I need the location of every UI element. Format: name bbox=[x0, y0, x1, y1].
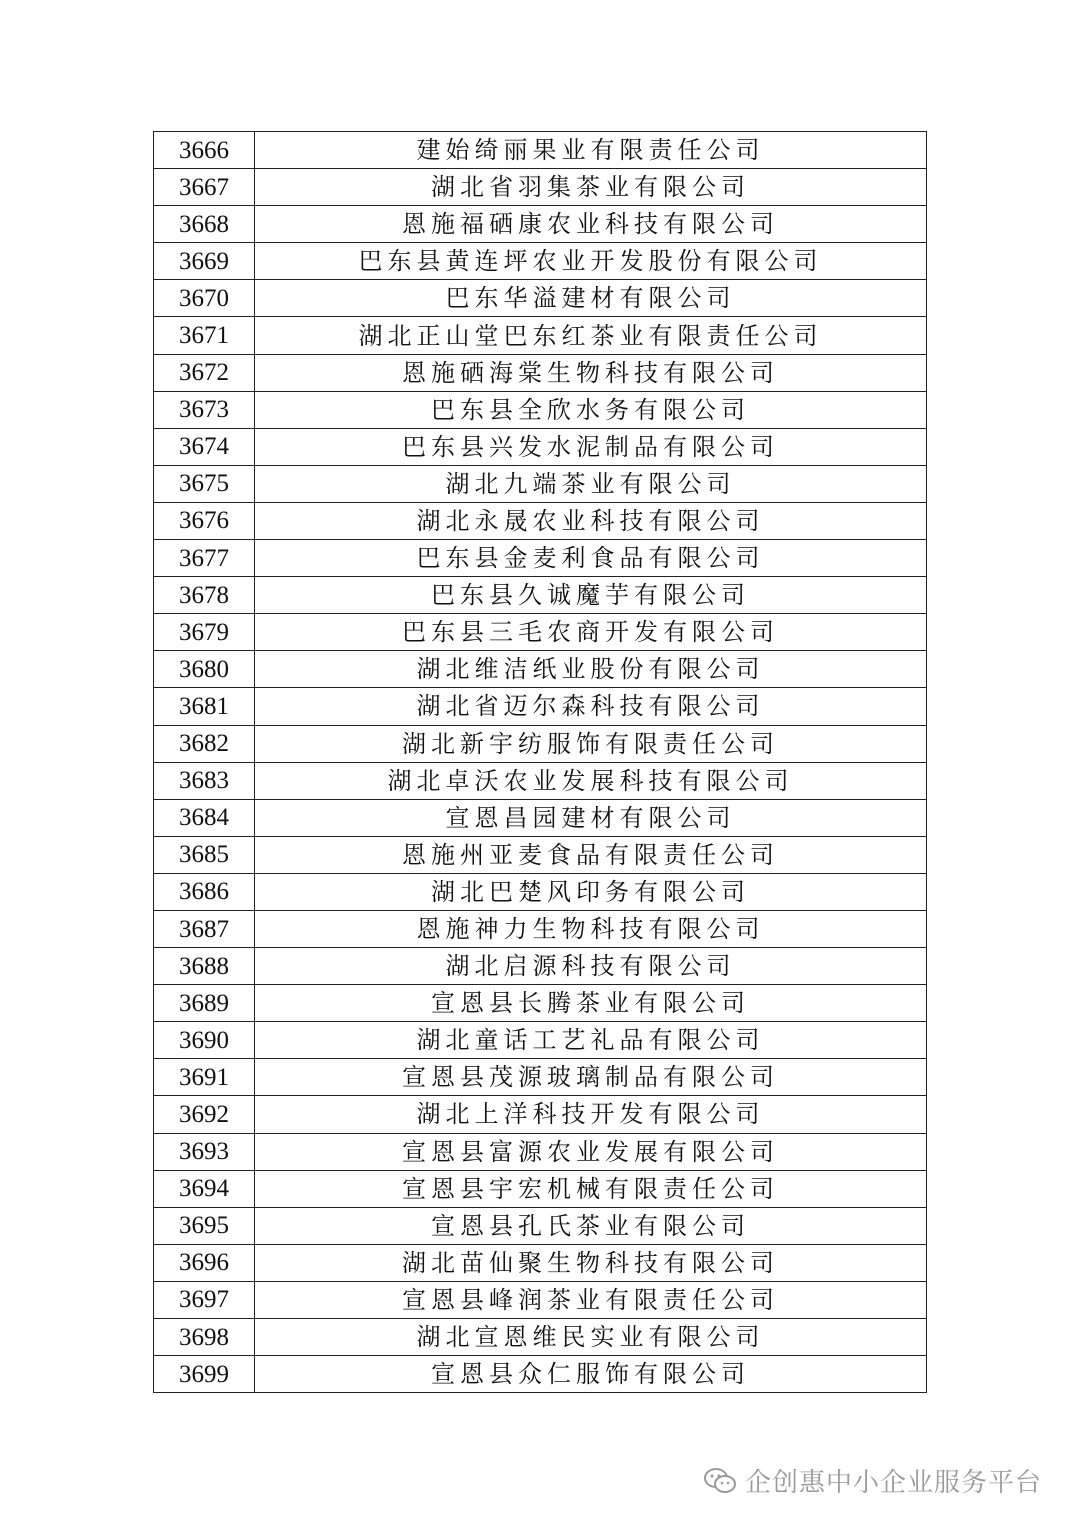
company-name-cell: 巴东县兴发水泥制品有限公司 bbox=[255, 428, 927, 465]
row-number-cell: 3675 bbox=[154, 465, 255, 502]
row-number-cell: 3697 bbox=[154, 1281, 255, 1318]
table-row bbox=[154, 1207, 927, 1244]
table-row bbox=[154, 317, 927, 354]
table-row bbox=[154, 1059, 927, 1096]
company-name-cell: 巴东县金麦利食品有限公司 bbox=[255, 540, 927, 577]
company-name-cell: 宣恩昌园建材有限公司 bbox=[255, 799, 927, 836]
table-row bbox=[154, 465, 927, 502]
table-row bbox=[154, 799, 927, 836]
company-name-cell: 湖北上洋科技开发有限公司 bbox=[255, 1096, 927, 1133]
row-number-cell: 3685 bbox=[154, 836, 255, 873]
row-number-cell: 3679 bbox=[154, 614, 255, 651]
row-number-cell: 3694 bbox=[154, 1170, 255, 1207]
row-number-cell: 3681 bbox=[154, 688, 255, 725]
company-name-cell: 湖北维洁纸业股份有限公司 bbox=[255, 651, 927, 688]
table-row bbox=[154, 280, 927, 317]
company-name-cell: 湖北宣恩维民实业有限公司 bbox=[255, 1319, 927, 1356]
row-number-cell: 3666 bbox=[154, 132, 255, 169]
company-name-cell: 湖北苗仙聚生物科技有限公司 bbox=[255, 1244, 927, 1281]
table-row bbox=[154, 985, 927, 1022]
company-name-cell: 巴东县黄连坪农业开发股份有限公司 bbox=[255, 243, 927, 280]
company-name-cell: 巴东县全欣水务有限公司 bbox=[255, 391, 927, 428]
table-row bbox=[154, 614, 927, 651]
company-name-cell: 宣恩县长腾茶业有限公司 bbox=[255, 985, 927, 1022]
row-number-cell: 3683 bbox=[154, 762, 255, 799]
table-row bbox=[154, 725, 927, 762]
table-row bbox=[154, 762, 927, 799]
company-name-cell: 湖北卓沃农业发展科技有限公司 bbox=[255, 762, 927, 799]
row-number-cell: 3695 bbox=[154, 1207, 255, 1244]
row-number-cell: 3696 bbox=[154, 1244, 255, 1281]
company-name-cell: 湖北永晟农业科技有限公司 bbox=[255, 502, 927, 539]
row-number-cell: 3691 bbox=[154, 1059, 255, 1096]
table-row bbox=[154, 354, 927, 391]
table-row bbox=[154, 688, 927, 725]
row-number-cell: 3676 bbox=[154, 502, 255, 539]
company-name-cell: 巴东县三毛农商开发有限公司 bbox=[255, 614, 927, 651]
row-number-cell: 3699 bbox=[154, 1356, 255, 1393]
table-row bbox=[154, 836, 927, 873]
row-number-cell: 3686 bbox=[154, 873, 255, 910]
row-number-cell: 3672 bbox=[154, 354, 255, 391]
company-name-cell: 湖北童话工艺礼品有限公司 bbox=[255, 1022, 927, 1059]
wechat-icon bbox=[703, 1467, 737, 1495]
row-number-cell: 3688 bbox=[154, 948, 255, 985]
table-row bbox=[154, 502, 927, 539]
company-name-cell: 宣恩县峰润茶业有限责任公司 bbox=[255, 1281, 927, 1318]
row-number-cell: 3689 bbox=[154, 985, 255, 1022]
table-row bbox=[154, 1244, 927, 1281]
row-number-cell: 3682 bbox=[154, 725, 255, 762]
row-number-cell: 3692 bbox=[154, 1096, 255, 1133]
table-row bbox=[154, 243, 927, 280]
company-name-cell: 恩施神力生物科技有限公司 bbox=[255, 910, 927, 947]
company-name-cell: 宣恩县茂源玻璃制品有限公司 bbox=[255, 1059, 927, 1096]
row-number-cell: 3684 bbox=[154, 799, 255, 836]
table-row bbox=[154, 391, 927, 428]
table-row bbox=[154, 1022, 927, 1059]
row-number-cell: 3668 bbox=[154, 206, 255, 243]
company-name-cell: 巴东县久诚魔芋有限公司 bbox=[255, 577, 927, 614]
company-name-cell: 宣恩县众仁服饰有限公司 bbox=[255, 1356, 927, 1393]
company-name-cell: 建始绮丽果业有限责任公司 bbox=[255, 132, 927, 169]
company-name-cell: 湖北省羽集茶业有限公司 bbox=[255, 169, 927, 206]
company-list-body bbox=[154, 132, 927, 1393]
table-row bbox=[154, 651, 927, 688]
company-list-table bbox=[153, 131, 927, 1393]
table-row bbox=[154, 169, 927, 206]
company-name-cell: 湖北启源科技有限公司 bbox=[255, 948, 927, 985]
company-name-cell: 宣恩县孔氏茶业有限公司 bbox=[255, 1207, 927, 1244]
row-number-cell: 3674 bbox=[154, 428, 255, 465]
company-name-cell: 湖北新宇纺服饰有限责任公司 bbox=[255, 725, 927, 762]
row-number-cell: 3687 bbox=[154, 910, 255, 947]
row-number-cell: 3671 bbox=[154, 317, 255, 354]
row-number-cell: 3693 bbox=[154, 1133, 255, 1170]
table-row bbox=[154, 206, 927, 243]
company-name-cell: 巴东华溢建材有限公司 bbox=[255, 280, 927, 317]
row-number-cell: 3669 bbox=[154, 243, 255, 280]
table-row bbox=[154, 1281, 927, 1318]
row-number-cell: 3690 bbox=[154, 1022, 255, 1059]
table-row bbox=[154, 910, 927, 947]
table-row bbox=[154, 577, 927, 614]
company-name-cell: 湖北巴楚风印务有限公司 bbox=[255, 873, 927, 910]
table-row bbox=[154, 1096, 927, 1133]
company-name-cell: 恩施福硒康农业科技有限公司 bbox=[255, 206, 927, 243]
watermark bbox=[703, 1462, 1042, 1499]
company-name-cell: 恩施州亚麦食品有限责任公司 bbox=[255, 836, 927, 873]
row-number-cell: 3667 bbox=[154, 169, 255, 206]
row-number-cell: 3678 bbox=[154, 577, 255, 614]
table-row bbox=[154, 1170, 927, 1207]
row-number-cell: 3670 bbox=[154, 280, 255, 317]
company-name-cell: 湖北九端茶业有限公司 bbox=[255, 465, 927, 502]
table-row bbox=[154, 1356, 927, 1393]
table-row bbox=[154, 873, 927, 910]
table-row bbox=[154, 948, 927, 985]
table-row bbox=[154, 428, 927, 465]
company-name-cell: 宣恩县宇宏机械有限责任公司 bbox=[255, 1170, 927, 1207]
table-row bbox=[154, 1319, 927, 1356]
table-row bbox=[154, 1133, 927, 1170]
company-name-cell: 湖北省迈尔森科技有限公司 bbox=[255, 688, 927, 725]
row-number-cell: 3677 bbox=[154, 540, 255, 577]
row-number-cell: 3698 bbox=[154, 1319, 255, 1356]
watermark-text: 企创惠中小企业服务平台 bbox=[744, 1468, 1042, 1498]
table-row bbox=[154, 132, 927, 169]
table-row bbox=[154, 540, 927, 577]
company-name-cell: 宣恩县富源农业发展有限公司 bbox=[255, 1133, 927, 1170]
company-name-cell: 湖北正山堂巴东红茶业有限责任公司 bbox=[255, 317, 927, 354]
row-number-cell: 3673 bbox=[154, 391, 255, 428]
company-name-cell: 恩施硒海棠生物科技有限公司 bbox=[255, 354, 927, 391]
row-number-cell: 3680 bbox=[154, 651, 255, 688]
